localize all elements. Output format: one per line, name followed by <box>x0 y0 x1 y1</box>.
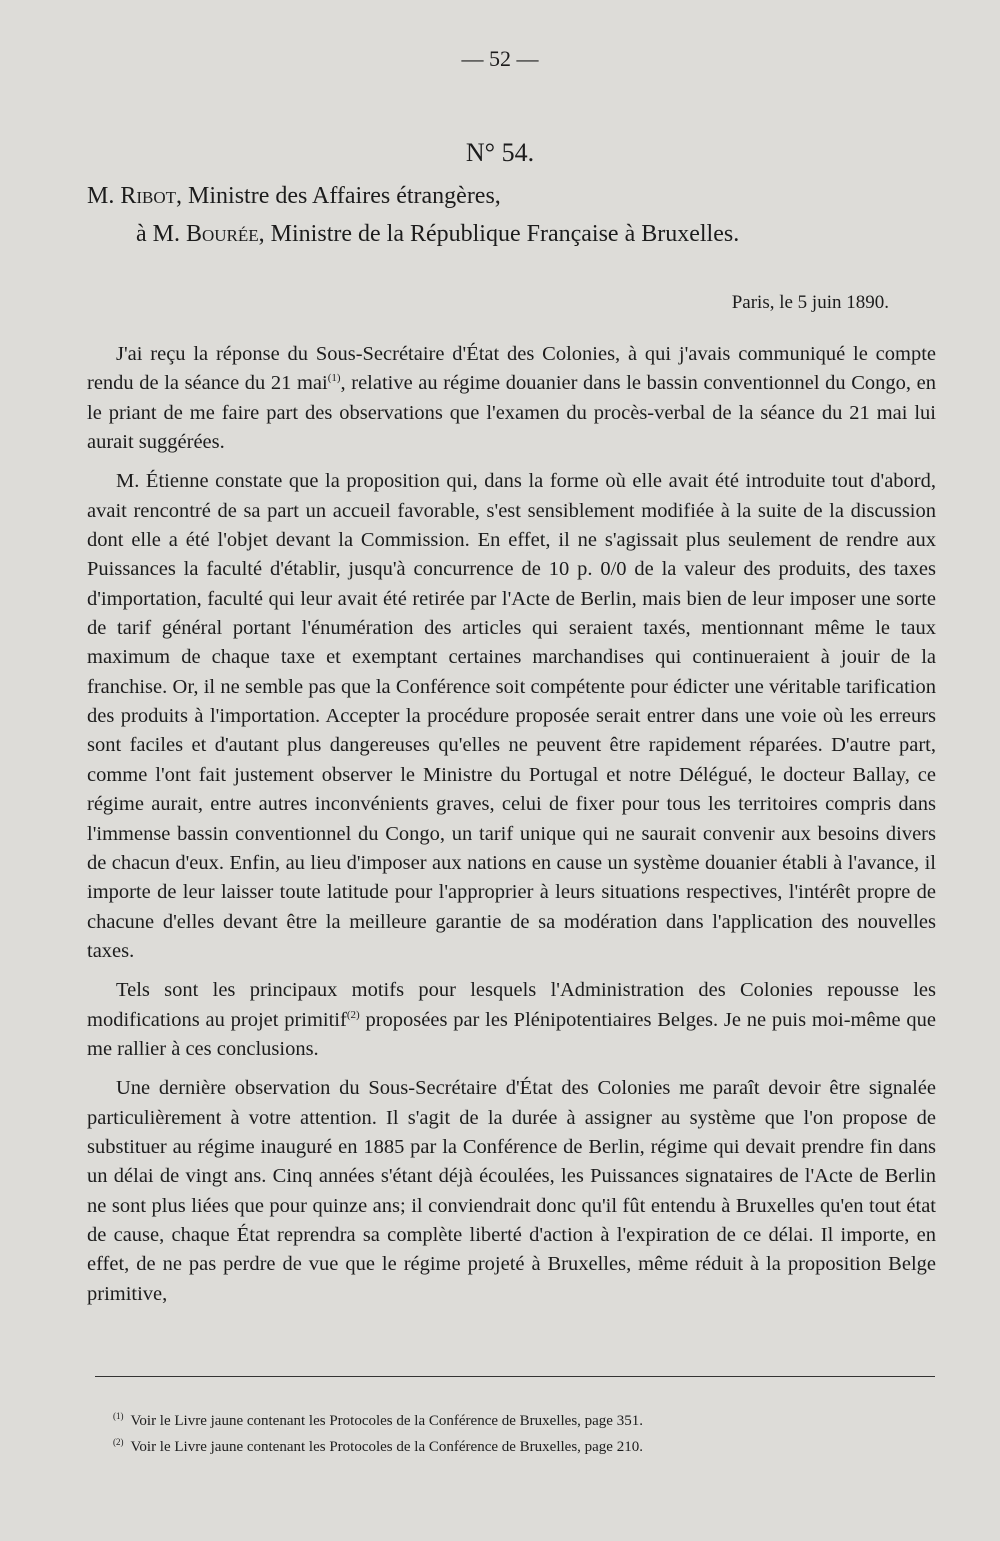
footnote-ref-1: (1) <box>327 372 341 385</box>
dateline: Paris, le 5 juin 1890. <box>731 292 889 313</box>
paragraph-3-part-b: proposées par les Plénipotentiaires Belges. Je ne puis moi-même que me rallier à ces conclusions. <box>87 1008 936 1060</box>
document-number: N° 54. <box>465 138 535 167</box>
footnote-marker: (1) <box>113 1411 124 1421</box>
sender-title: , Ministre des Affaires étrangères, <box>176 183 501 209</box>
footnote-1 <box>113 1406 933 1432</box>
paragraph-1-part-b: , relative au régime douanier dans le bassin conventionnel du Congo, en le priant de me faire part des observations que l'examen du procès-verbal de la séance du 21 mai lui aurait suggérées. <box>87 372 936 454</box>
recipient-line <box>136 221 739 248</box>
paragraph-3 <box>87 976 936 1064</box>
paragraph-1-part-a: J'ai reçu la réponse du Sous-Secrétaire d'État des Colonies, à qui j'avais communiqué le compte rendu de la séance du 21 mai <box>87 343 936 395</box>
page-number: — 52 — <box>461 46 539 71</box>
footnote-text: Voir le Livre jaune contenant les Protocoles de la Conférence de Bruxelles, page 210. <box>130 1439 643 1455</box>
footnote-divider <box>95 1376 935 1377</box>
sender-line <box>87 183 501 210</box>
footnote-marker: (2) <box>113 1437 124 1447</box>
sender-name: Ribot <box>120 183 177 209</box>
paragraph-3-part-a: Tels sont les principaux motifs pour lesquels l'Administration des Colonies repousse les modifications au projet primitif <box>87 979 936 1031</box>
footnote-2 <box>113 1432 933 1458</box>
letter-body <box>87 340 936 1319</box>
paragraph-1 <box>87 340 936 457</box>
recipient-name: Bourée <box>186 221 259 247</box>
recipient-title: , Ministre de la République Française à Bruxelles. <box>258 221 740 247</box>
sender-prefix: M. <box>87 183 115 209</box>
paragraph-2: M. Étienne constate que la proposition qui, dans la forme où elle avait été introduite tout d'abord, avait rencontré de sa part un accueil favorable, s'est sensiblement modifiée à la suite de la discussion dont elle a été l'objet devant la Commission. En effet, il ne s'agissait plus seulement de rendre aux Puissances la faculté d'établir, jusqu'à concurrence de 10 p. 0/0 de la valeur des produits, des taxes d'importation, faculté qui leur avait été retirée par l'Acte de Berlin, mais bien de leur imposer une sorte de tarif général portant l'énumération des articles qui seraient taxés, mentionnant même le taux maximum de chaque taxe et exemptant certaines marchandises qui continueraient à jouir de la franchise. Or, il ne semble pas que la Conférence soit compétente pour édicter une véritable tarification des produits à l'importation. Accepter la procédure proposée serait entrer dans une voie où les erreurs sont faciles et d'autant plus dangereuses qu'elles ne peuvent être rapidement réparées. D'autre part, comme l'ont fait justement observer le Ministre du Portugal et notre Délégué, le docteur Ballay, ce régime aurait, entre autres inconvénients graves, celui de fixer pour tous les territoires compris dans l'immense bassin conventionnel du Congo, un tarif unique qui ne saurait convenir aux besoins divers de chacun d'eux. Enfin, au lieu d'imposer aux nations en cause un système douanier établi à l'avance, il importe de leur laisser toute latitude pour l'approprier à leurs situations respectives, l'intérêt propre de chacune d'elles devant être la meilleure garantie de sa modération dans l'application des nouvelles taxes. <box>87 470 936 962</box>
footnote-text: Voir le Livre jaune contenant les Protocoles de la Conférence de Bruxelles, page 351. <box>130 1413 643 1429</box>
footnote-ref-2: (2) <box>346 1008 360 1021</box>
paragraph-4: Une dernière observation du Sous-Secrétaire d'État des Colonies me paraît devoir être signalée particulièrement à votre attention. Il s'agit de la durée à assigner au système que l'on propose de substituer au régime inauguré en 1885 par la Conférence de Berlin, régime qui devait prendre fin dans un délai de vingt ans. Cinq années s'étant déjà écoulées, les Puissances signataires de l'Acte de Berlin ne sont plus liées que pour quinze ans; il conviendrait donc qu'il fût entendu à Bruxelles qu'en tout état de cause, chaque État reprendra sa complète liberté d'action à l'expiration de ce délai. Il importe, en effet, de ne pas perdre de vue que le régime projeté à Bruxelles, même réduit à la proposition Belge primitive, <box>87 1077 936 1305</box>
footnotes <box>113 1406 933 1458</box>
recipient-prefix: à M. <box>136 221 180 247</box>
